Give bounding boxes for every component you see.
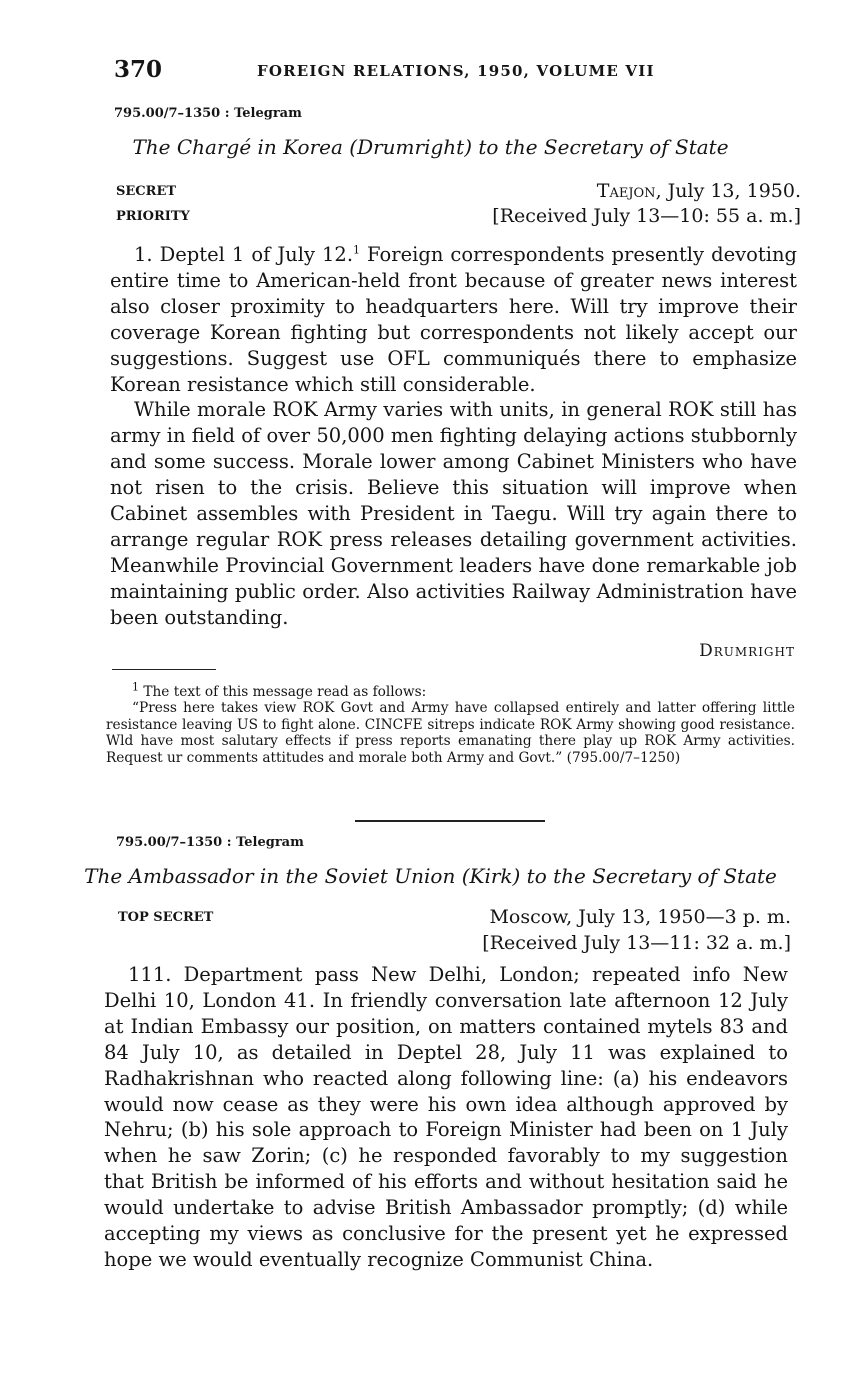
doc2-paragraph-1: 111. Department pass New Delhi, London; repeated info New Delhi 10, London 41. In friendly conversation late afternoon 12 July at Indian Embassy our position, on matters contained mytels 83 and 84 July 10, as detailed in Deptel 28, July 11 was explained to Radhakrishnan who reacted along following line: (a) his endeavors would now cease as they were his own idea although approved by Nehru; (b) his sole approach to Foreign Minister had been on 1 July when he saw Zorin; (c) he responded favorably to my suggestion that British be informed of his efforts and without hesitation said he would undertake to advise British Ambassador promptly; (d) while accepting my views as conclusive for the present yet he expressed hope we would eventually recognize Communist China. [104, 963, 788, 1271]
doc1-para1-start: 1. Deptel 1 of July 12. [134, 243, 354, 266]
footnote-reference: 1 [353, 243, 361, 257]
doc1-classification-priority: PRIORITY [116, 209, 190, 224]
doc1-para1-rest: Foreign correspondents presently devoting entire time to American-held front because of greater news interest also closer proximity to headquarters here. Will try improve their coverage Korean fighting but correspondents not likely accept our suggestions. Suggest use OFL communiqués there to emphasize Korean resistance which still considerable. [110, 243, 797, 396]
doc1-file-reference: 795.00/7–1350 : Telegram [114, 106, 302, 121]
footnote [106, 680, 795, 766]
running-title: FOREIGN RELATIONS, 1950, VOLUME VII [257, 62, 655, 80]
doc1-paragraph-2: While morale ROK Army varies with units, in general ROK still has army in field of over 50,000 men fighting delaying actions stubbornly and some success. Morale lower among Cabinet Ministers who have not risen to the crisis. Believe this situation will improve when Cabinet assembles with President in Taegu. Will try again there to arrange regular ROK press releases detailing government activities. Meanwhile Provincial Government leaders have done remarkable job maintaining public order. Also activities Railway Administration have been outstanding. [110, 398, 797, 629]
doc1-place: Taejon [596, 180, 656, 202]
footnote-intro [106, 680, 795, 700]
doc1-paragraph-1 [110, 242, 797, 397]
doc1-signature: Drumright [699, 641, 795, 661]
doc1-title: The Chargé in Korea (Drumright) to the Secretary of State [132, 135, 729, 159]
footnote-intro-text: The text of this message read as follows: [139, 684, 427, 700]
doc2-received: [Received July 13—11: 32 a. m.] [482, 932, 791, 954]
footnote-marker: 1 [132, 680, 139, 694]
section-separator [355, 820, 545, 822]
footnote-quote: “Press here takes view ROK Govt and Army have collapsed entirely and latter offering little resistance leaving US to fight alone. CINCFE sitreps indicate ROK Army showing good resistance. Wld have most salutary effects if press reports emanating there play up ROK Army activities. Request ur comments attitudes and morale both Army and Govt.” (795.00/7–1250) [106, 700, 795, 766]
doc1-date: , July 13, 1950. [655, 180, 801, 202]
footnote-rule [112, 669, 216, 670]
doc2-dateline: Moscow, July 13, 1950—3 p. m. [489, 906, 791, 928]
doc2-file-reference: 795.00/7–1350 : Telegram [116, 835, 304, 850]
doc1-body [110, 242, 797, 631]
doc1-classification-secret: SECRET [116, 184, 177, 199]
page-number: 370 [114, 56, 163, 83]
doc2-body [104, 962, 788, 1273]
doc1-dateline [597, 180, 801, 202]
doc2-classification: TOP SECRET [118, 910, 214, 925]
doc1-received: [Received July 13—10: 55 a. m.] [492, 205, 801, 227]
doc2-title: The Ambassador in the Soviet Union (Kirk) to the Secretary of State [84, 864, 777, 888]
